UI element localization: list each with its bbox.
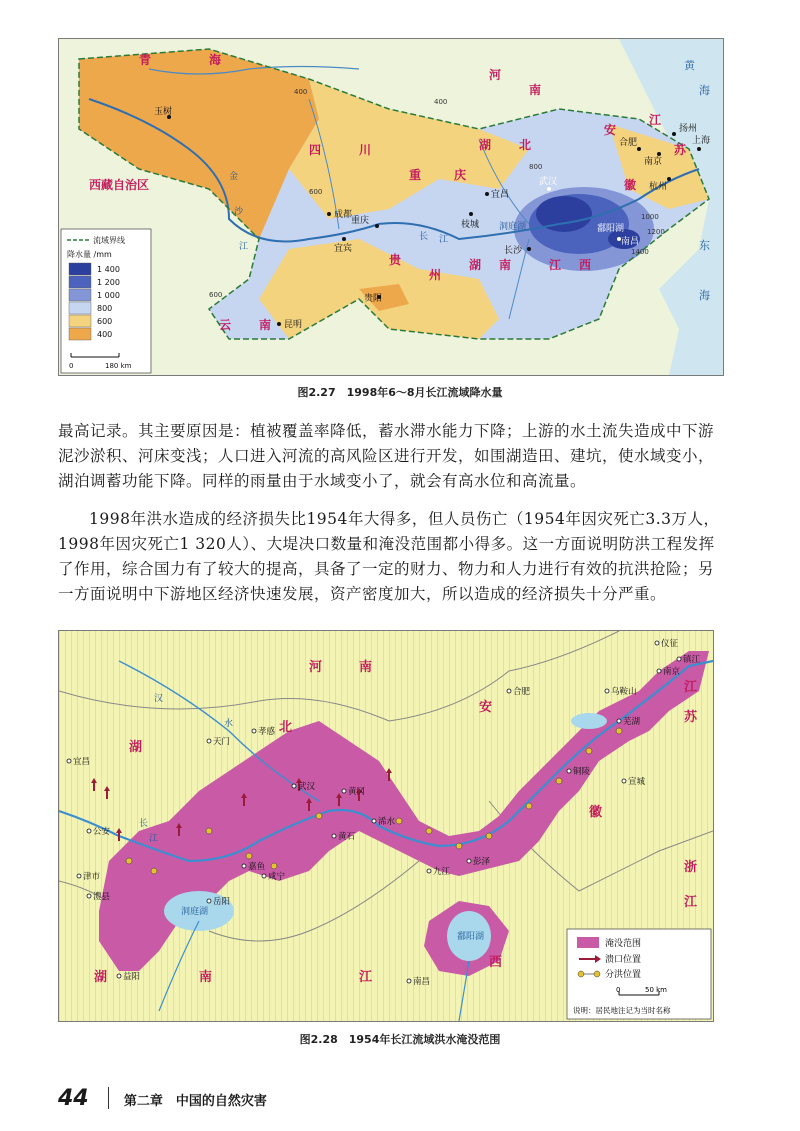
- legend-diversion-dot: [594, 971, 600, 977]
- feature-label: 金: [229, 172, 239, 182]
- legend-level-label: 1 200: [97, 278, 120, 287]
- city-label: 黄石: [338, 832, 356, 842]
- diversion-marker: [126, 858, 132, 864]
- city-dot: [407, 979, 411, 983]
- feature-label: 洞庭湖: [499, 222, 527, 232]
- diversion-marker: [316, 813, 322, 819]
- legend-level-label: 1 400: [97, 265, 120, 274]
- region-label: 青: [139, 53, 152, 67]
- city-dot: [637, 147, 641, 151]
- region-label: 南: [259, 318, 272, 332]
- city-dot: [242, 864, 246, 868]
- diversion-marker: [616, 728, 622, 734]
- legend-level-swatch: [69, 263, 91, 275]
- scale-value: 180 km: [105, 362, 132, 370]
- city-dot: [342, 789, 346, 793]
- region-label: 南: [529, 83, 542, 97]
- rainfall-map-1998: [58, 38, 724, 376]
- region-label: 湖: [469, 258, 482, 272]
- city-dot: [657, 669, 661, 673]
- diversion-marker: [586, 748, 592, 754]
- city-dot: [677, 657, 681, 661]
- region-label: 徽: [624, 178, 637, 192]
- city-dot: [547, 187, 551, 191]
- diversion-marker: [396, 818, 402, 824]
- city-label: 玉树: [154, 107, 173, 117]
- feature-label: 鄱阳湖: [457, 932, 485, 942]
- city-label: 益阳: [123, 972, 141, 982]
- feature-label: 海: [699, 84, 710, 97]
- city-label: 贵阳: [364, 294, 383, 304]
- region-label: 湖: [129, 740, 143, 755]
- feature-label: 黄: [684, 59, 695, 72]
- isoline-label: 400: [434, 98, 448, 106]
- city-dot: [67, 759, 71, 763]
- isoline-label: 800: [529, 163, 543, 171]
- diversion-marker: [456, 843, 462, 849]
- city-label: 铜陵: [573, 767, 591, 777]
- isoline-label: 600: [209, 291, 223, 299]
- city-label: 黄冈: [348, 787, 366, 797]
- city-label: 南昌: [621, 237, 640, 247]
- legend-flood-label: 淹没范围: [605, 939, 642, 949]
- city-dot: [332, 834, 336, 838]
- flood-legend: [567, 929, 711, 1019]
- feature-label: 江: [239, 242, 249, 252]
- city-dot: [605, 689, 609, 693]
- city-label: 芜湖: [623, 717, 641, 727]
- city-label: 彭泽: [473, 857, 491, 867]
- scale-zero: 0: [69, 362, 74, 370]
- region-label: 庆: [454, 168, 467, 182]
- page-number: 44: [58, 1086, 89, 1111]
- region-label: 安: [604, 123, 617, 137]
- region-label: 湖: [479, 138, 492, 152]
- feature-label: 江: [439, 235, 449, 245]
- city-label: 宜昌: [73, 757, 91, 767]
- city-label: 昆明: [284, 320, 303, 330]
- city-label: 宜宾: [334, 244, 353, 254]
- region-label: 江: [549, 258, 562, 272]
- city-dot: [262, 874, 266, 878]
- city-label: 杭州: [649, 182, 668, 192]
- region-label: 云: [219, 318, 232, 332]
- isoline-label: 1400: [631, 248, 649, 256]
- flood-map-1954: [58, 630, 714, 1022]
- region-label: 南: [199, 970, 213, 985]
- city-dot: [672, 132, 676, 136]
- diversion-marker: [246, 853, 252, 859]
- diversion-marker: [151, 868, 157, 874]
- city-dot: [292, 784, 296, 788]
- region-label: 西: [579, 258, 592, 272]
- diversion-marker: [486, 833, 492, 839]
- chapter-title: 第二章 中国的自然灾害: [123, 1094, 267, 1109]
- feature-label: 水: [224, 719, 234, 729]
- region-label: 西: [489, 955, 503, 970]
- city-label: 宣城: [628, 777, 646, 787]
- region-label: 河: [489, 68, 502, 82]
- city-dot: [485, 192, 489, 196]
- city-dot: [375, 224, 379, 228]
- legend-level-label: 1 000: [97, 291, 120, 300]
- city-dot: [342, 237, 346, 241]
- city-dot: [527, 247, 531, 251]
- legend-boundary-label: 流域界线: [93, 236, 125, 245]
- region-label: 浙: [684, 860, 698, 875]
- region-label: 南: [359, 660, 373, 675]
- legend-title: 降水量 /mm: [67, 250, 112, 259]
- feature-label: 长: [139, 819, 149, 829]
- footer-separator: [108, 1087, 109, 1109]
- legend-level-label: 600: [97, 317, 113, 326]
- region-label: 江: [359, 970, 373, 985]
- legend-level-label: 800: [97, 304, 113, 313]
- region-label: 重: [409, 168, 422, 182]
- city-dot: [277, 322, 281, 326]
- city-label: 浠水: [378, 817, 396, 827]
- region-label: 北: [279, 720, 293, 735]
- diversion-marker: [426, 828, 432, 834]
- city-label: 成都: [334, 210, 353, 220]
- region-label: 川: [359, 143, 372, 157]
- isoline-label: 400: [294, 88, 308, 96]
- city-dot: [507, 689, 511, 693]
- city-dot: [657, 152, 661, 156]
- rainfall-legend: [61, 229, 151, 373]
- city-dot: [252, 729, 256, 733]
- city-label: 孝感: [258, 727, 276, 737]
- legend-level-swatch: [69, 276, 91, 288]
- legend-level-label: 400: [97, 330, 113, 339]
- city-label: 武汉: [539, 177, 558, 187]
- city-dot: [77, 874, 81, 878]
- legend-diversion-dot: [578, 971, 584, 977]
- diversion-marker: [556, 778, 562, 784]
- legend-flood-swatch: [577, 937, 599, 948]
- city-label: 南昌: [413, 977, 431, 987]
- region-label: 南: [499, 258, 512, 272]
- legend-level-swatch: [69, 289, 91, 301]
- flood-map-svg: [59, 631, 713, 1021]
- city-dot: [697, 147, 701, 151]
- rainfall-map-svg: [59, 39, 723, 375]
- city-dot: [207, 899, 211, 903]
- isoline-label: 1200: [647, 228, 665, 236]
- city-label: 九江: [433, 867, 451, 877]
- feature-label: 汉: [154, 694, 164, 704]
- region-label: 西藏自治区: [89, 178, 150, 192]
- city-dot: [467, 859, 471, 863]
- city-label: 仪征: [661, 639, 679, 649]
- legend-level-swatch: [69, 315, 91, 327]
- isoline-label: 1000: [641, 213, 659, 221]
- city-label: 重庆: [351, 216, 370, 226]
- city-dot: [117, 974, 121, 978]
- figure-caption-2-27: 图2.27 1998年6～8月长江流域降水量: [297, 386, 503, 399]
- lake-chaohu: [571, 713, 607, 729]
- scale-zero: 0: [616, 986, 621, 994]
- region-label: 江: [684, 895, 698, 910]
- city-dot: [87, 894, 91, 898]
- region-label: 苏: [674, 143, 687, 157]
- city-label: 公安: [93, 827, 111, 837]
- city-dot: [622, 779, 626, 783]
- legend-level-swatch: [69, 328, 91, 340]
- paragraph-2: 1998年洪水造成的经济损失比1954年大得多，但人员伤亡（1954年因灾死亡3.3万人，1998年因灾死亡1 320人）、大堤决口数量和淹没范围都小得多。这一方面说明防洪工程发挥了作用，综合国力有了较大的提高，具备了一定的财力、物力和人力进行有效的抗洪抢险；另一方面说明中下游地区经济快速发展，资产密度加大，所以造成的经济损失十分严重。: [58, 510, 720, 603]
- city-dot: [207, 739, 211, 743]
- city-label: 乌鞍山: [611, 687, 637, 697]
- page-footer: [58, 1086, 267, 1111]
- city-label: 嘉鱼: [248, 862, 266, 872]
- region-label: 江: [649, 113, 662, 127]
- legend-level-swatch: [69, 302, 91, 314]
- city-dot: [327, 212, 331, 216]
- city-dot: [667, 177, 671, 181]
- city-label: 津市: [83, 872, 101, 882]
- region-label: 四: [309, 143, 322, 157]
- city-dot: [372, 819, 376, 823]
- city-dot: [617, 719, 621, 723]
- feature-label: 洞庭湖: [181, 907, 209, 917]
- diversion-marker: [206, 828, 212, 834]
- paragraph-1: 最高记录。其主要原因是：植被覆盖率降低，蓄水滞水能力下降；上游的水土流失造成中下游泥沙淤积、河床变浅；人口进入河流的高风险区进行开发，如围湖造田、建坑，使水域变小，湖泊调蓄功能下降。同样的雨量由于水域变小了，就会有高水位和高流量。: [58, 422, 715, 490]
- figure-caption-2-28: 图2.28 1954年长江流域洪水淹没范围: [299, 1033, 501, 1046]
- region-label: 河: [309, 660, 323, 675]
- legend-note: 说明：居民地注记为当时名称: [573, 1006, 671, 1015]
- city-label: 南京: [644, 157, 663, 167]
- diversion-marker: [271, 863, 277, 869]
- scale-value: 50 km: [645, 986, 668, 994]
- region-label: 徽: [589, 805, 603, 820]
- feature-label: 江: [149, 834, 159, 844]
- city-label: 天门: [213, 737, 231, 747]
- city-label: 合肥: [619, 138, 638, 148]
- diversion-marker: [526, 803, 532, 809]
- city-dot: [567, 769, 571, 773]
- city-label: 宜昌: [491, 190, 510, 200]
- city-label: 澧县: [93, 892, 111, 902]
- region-label: 湖: [94, 970, 108, 985]
- city-label: 武汉: [298, 782, 316, 792]
- city-label: 上海: [692, 136, 711, 146]
- city-label: 镇江: [683, 655, 701, 665]
- city-label: 南京: [663, 667, 681, 677]
- isoline-label: 600: [309, 188, 323, 196]
- region-label: 州: [429, 268, 442, 282]
- region-label: 贵: [389, 253, 402, 267]
- legend-diversion-label: 分洪位置: [605, 970, 642, 980]
- region-label: 海: [209, 53, 222, 67]
- city-label: 合肥: [513, 687, 531, 697]
- legend-breach-label: 溃口位置: [605, 955, 642, 965]
- feature-label: 东: [699, 239, 710, 252]
- region-label: 安: [479, 700, 493, 715]
- city-label: 岳阳: [213, 897, 231, 907]
- city-dot: [469, 212, 473, 216]
- city-label: 扬州: [679, 124, 698, 134]
- city-label: 咸宁: [268, 872, 286, 882]
- feature-label: 海: [699, 289, 710, 302]
- city-label: 长沙: [504, 246, 523, 256]
- region-label: 北: [519, 138, 532, 152]
- city-label: 枝城: [461, 220, 480, 230]
- region-label: 苏: [684, 710, 698, 725]
- city-dot: [655, 641, 659, 645]
- feature-label: 沙: [234, 207, 244, 217]
- feature-label: 鄱阳湖: [597, 224, 625, 234]
- feature-label: 长: [419, 232, 429, 242]
- city-dot: [87, 829, 91, 833]
- region-label: 江: [684, 680, 698, 695]
- city-dot: [427, 869, 431, 873]
